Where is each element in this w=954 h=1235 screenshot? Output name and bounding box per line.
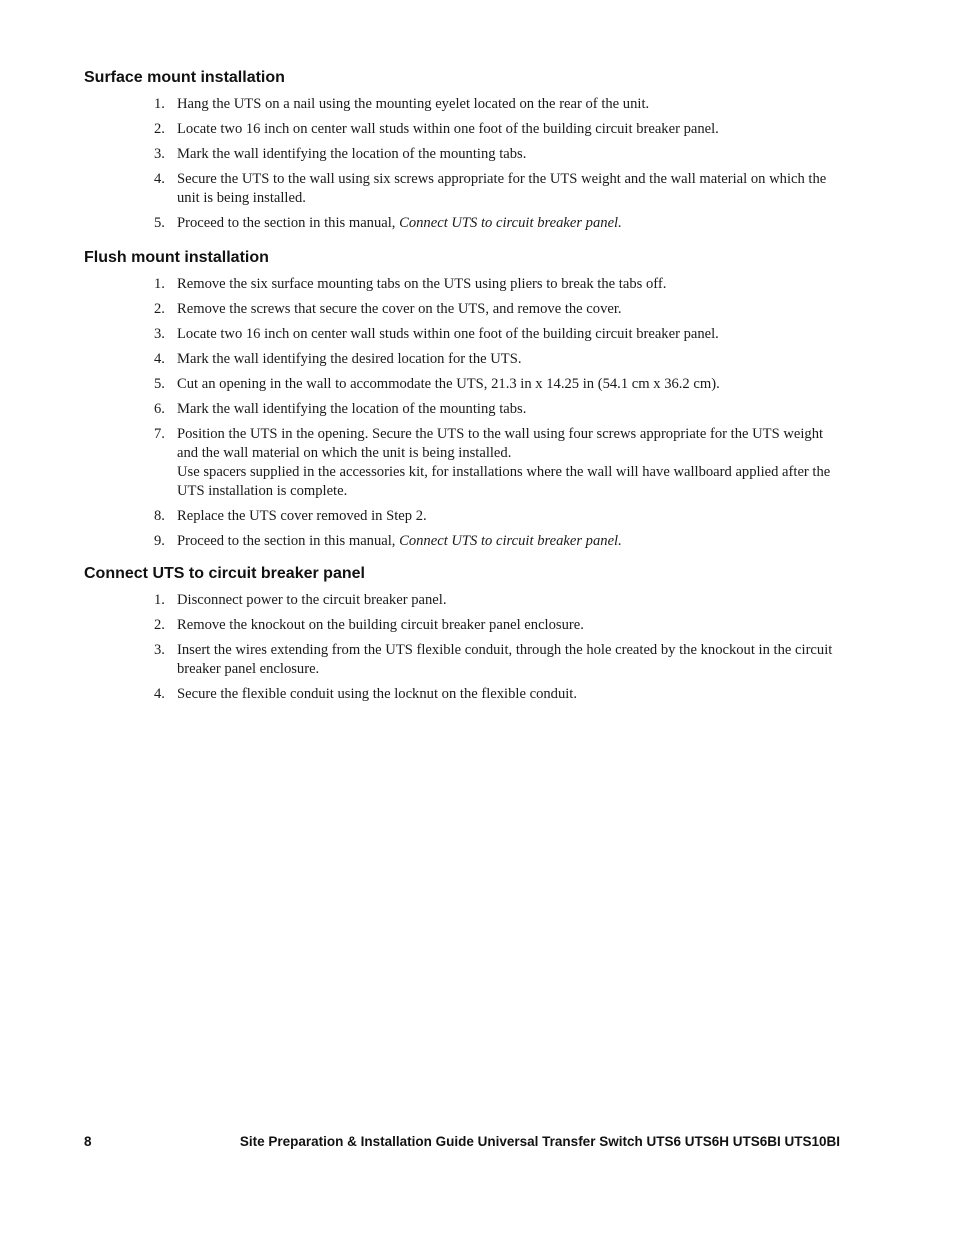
list-item bbox=[84, 591, 844, 610]
step-number: 4. bbox=[154, 171, 165, 187]
section-heading: Connect UTS to circuit breaker panel bbox=[84, 565, 365, 582]
section-flush-mount bbox=[84, 248, 844, 557]
cross-reference: Connect UTS to circuit breaker panel. bbox=[399, 533, 622, 549]
step-number: 1. bbox=[154, 276, 165, 292]
step-text: Mark the wall identifying the location of the mounting tabs. bbox=[177, 146, 527, 162]
step-number: 7. bbox=[154, 426, 165, 442]
list-item bbox=[84, 375, 844, 394]
section-heading: Surface mount installation bbox=[84, 69, 285, 86]
list-item bbox=[84, 641, 844, 679]
list-item bbox=[84, 325, 844, 344]
step-text: Remove the six surface mounting tabs on the UTS using pliers to break the tabs off. bbox=[177, 276, 667, 292]
step-text: Disconnect power to the circuit breaker panel. bbox=[177, 592, 447, 608]
step-text: Proceed to the section in this manual, bbox=[177, 215, 400, 231]
step-number: 6. bbox=[154, 401, 165, 417]
step-number: 1. bbox=[154, 592, 165, 608]
list-item bbox=[84, 120, 844, 139]
list-item bbox=[84, 145, 844, 164]
step-number: 4. bbox=[154, 351, 165, 367]
section-heading: Flush mount installation bbox=[84, 249, 269, 266]
list-item bbox=[84, 532, 844, 551]
step-text: Remove the screws that secure the cover on the UTS, and remove the cover. bbox=[177, 301, 622, 317]
step-number: 8. bbox=[154, 508, 165, 524]
step-text: Locate two 16 inch on center wall studs within one foot of the building circuit breaker panel. bbox=[177, 121, 719, 137]
list-item bbox=[84, 616, 844, 635]
list-item bbox=[84, 507, 844, 526]
step-text: Secure the UTS to the wall using six screws appropriate for the UTS weight and the wall material on which the unit is being installed. bbox=[177, 171, 827, 206]
list-item bbox=[84, 214, 844, 233]
step-text: Secure the flexible conduit using the locknut on the flexible conduit. bbox=[177, 686, 578, 702]
step-text: Hang the UTS on a nail using the mounting eyelet located on the rear of the unit. bbox=[177, 96, 650, 112]
list-item bbox=[84, 400, 844, 419]
cross-reference: Connect UTS to circuit breaker panel. bbox=[399, 215, 622, 231]
step-text: Insert the wires extending from the UTS flexible conduit, through the hole created by the knockout in the circuit breaker panel enclosure. bbox=[177, 642, 833, 677]
list-item bbox=[84, 300, 844, 319]
list-item bbox=[84, 350, 844, 369]
section-connect-uts bbox=[84, 564, 844, 710]
step-number: 9. bbox=[154, 533, 165, 549]
step-text: Mark the wall identifying the desired location for the UTS. bbox=[177, 351, 522, 367]
steps-list bbox=[84, 275, 844, 551]
list-item bbox=[84, 275, 844, 294]
step-number: 3. bbox=[154, 326, 165, 342]
step-number: 1. bbox=[154, 96, 165, 112]
step-text: Proceed to the section in this manual, bbox=[177, 533, 400, 549]
step-number: 5. bbox=[154, 215, 165, 231]
step-text: Mark the wall identifying the location of the mounting tabs. bbox=[177, 401, 527, 417]
step-text: Cut an opening in the wall to accommodate the UTS, 21.3 in x 14.25 in (54.1 cm x 36.2 cm). bbox=[177, 376, 720, 392]
steps-list bbox=[84, 591, 844, 704]
section-surface-mount bbox=[84, 68, 844, 239]
list-item bbox=[84, 170, 844, 208]
step-text: Remove the knockout on the building circuit breaker panel enclosure. bbox=[177, 617, 584, 633]
step-number: 4. bbox=[154, 686, 165, 702]
step-number: 2. bbox=[154, 301, 165, 317]
list-item bbox=[84, 95, 844, 114]
step-text: Position the UTS in the opening. Secure the UTS to the wall using four screws appropriate for the UTS weight and the wall material on which the unit is being installed. bbox=[177, 426, 824, 461]
step-number: 5. bbox=[154, 376, 165, 392]
step-number: 3. bbox=[154, 642, 165, 658]
steps-list bbox=[84, 95, 844, 233]
list-item bbox=[84, 425, 844, 501]
list-item bbox=[84, 685, 844, 704]
step-text: Replace the UTS cover removed in Step 2. bbox=[177, 508, 427, 524]
page-number: 8 bbox=[84, 1134, 92, 1149]
step-number: 2. bbox=[154, 617, 165, 633]
step-note: Use spacers supplied in the accessories kit, for installations where the wall will have wallboard applied after the UTS installation is complete. bbox=[177, 464, 831, 499]
step-text: Locate two 16 inch on center wall studs within one foot of the building circuit breaker panel. bbox=[177, 326, 719, 342]
footer-title: Site Preparation & Installation Guide Universal Transfer Switch UTS6 UTS6H UTS6BI UTS10BI bbox=[239, 1134, 840, 1149]
step-number: 3. bbox=[154, 146, 165, 162]
step-number: 2. bbox=[154, 121, 165, 137]
